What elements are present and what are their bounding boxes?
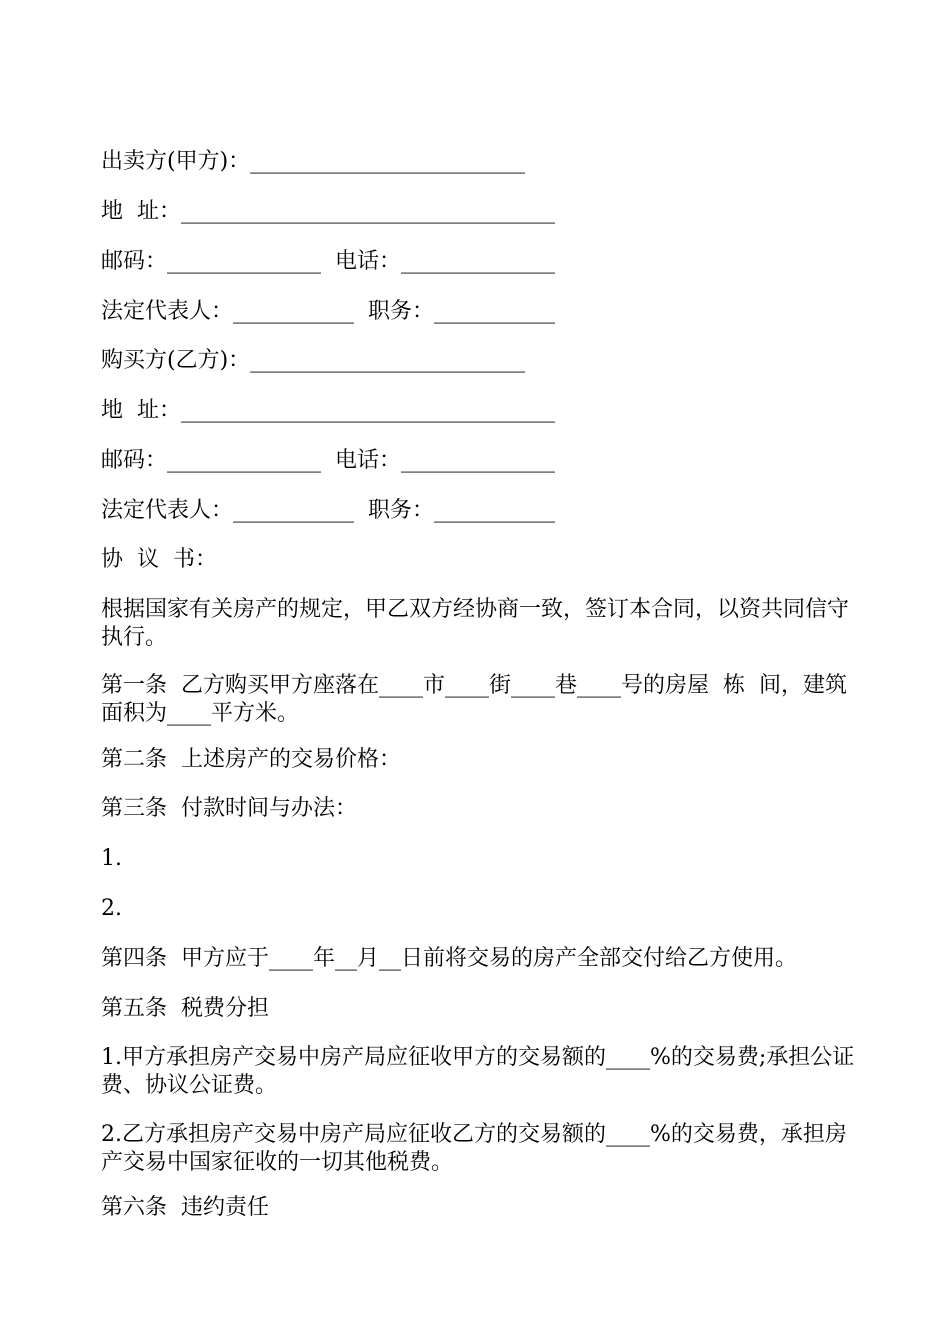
article-2: 第二条 上述房产的交易价格： <box>101 747 401 772</box>
buyer-line: 购买方(乙方)：_________________________ <box>101 348 526 373</box>
article-5: 第五条 税费分担 <box>101 996 269 1021</box>
buyer-address-line: 地 址：__________________________________ <box>101 398 555 423</box>
buyer-contact-line: 邮码：______________ 电话：______________ <box>101 448 555 473</box>
intro-paragraph: 根据国家有关房产的规定，甲乙双方经协商一致，签订本合同，以资共同信守执行。 <box>101 597 850 650</box>
article-4: 第四条 甲方应于____年__月__日前将交易的房产全部交付给乙方使用。 <box>101 946 797 971</box>
article-6: 第六条 违约责任 <box>101 1195 269 1220</box>
agreement-heading: 协 议 书： <box>101 547 217 572</box>
payment-item-2: 2. <box>101 896 122 921</box>
article-3: 第三条 付款时间与办法： <box>101 796 357 821</box>
seller-representative-line: 法定代表人：___________ 职务：___________ <box>101 299 555 324</box>
tax-item-1: 1.甲方承担房产交易中房产局应征收甲方的交易额的____%的交易费;承担公证费、协议公证费。 <box>101 1045 855 1098</box>
tax-item-2: 2.乙方承担房产交易中房产局应征收乙方的交易额的____%的交易费，承担房产交易中国家征收的一切其他税费。 <box>101 1122 847 1175</box>
seller-line: 出卖方(甲方)：_________________________ <box>101 149 526 174</box>
payment-item-1: 1. <box>101 846 122 871</box>
seller-address-line: 地 址：__________________________________ <box>101 199 555 224</box>
buyer-representative-line: 法定代表人：___________ 职务：___________ <box>101 498 555 523</box>
article-1: 第一条 乙方购买甲方座落在____市____街____巷____号的房屋 栋 间，建筑面积为____平方米。 <box>101 673 847 726</box>
seller-contact-line: 邮码：______________ 电话：______________ <box>101 249 555 274</box>
